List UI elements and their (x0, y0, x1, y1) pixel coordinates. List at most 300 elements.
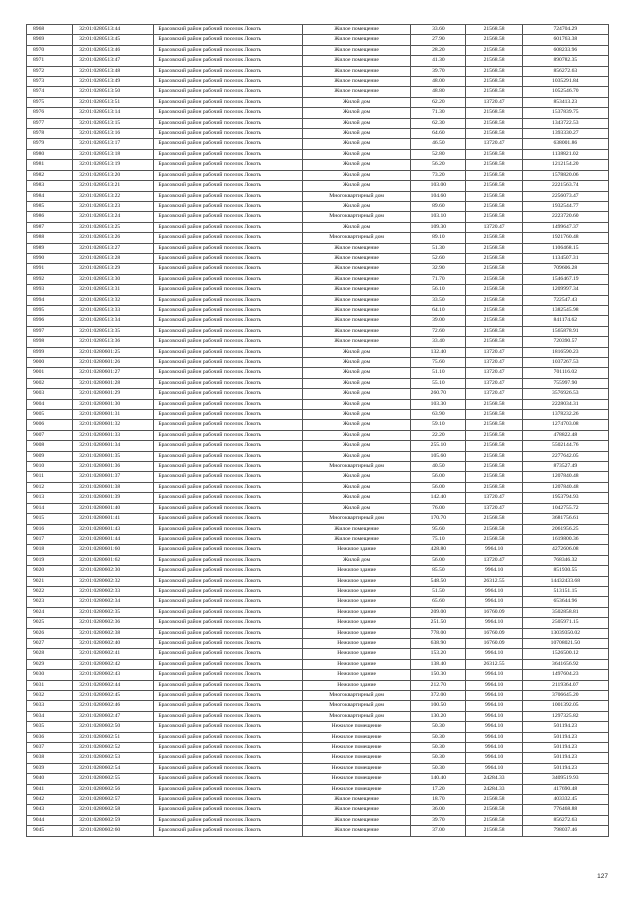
object-type-cell: Многоквартирный дом (302, 212, 410, 222)
rate-cell: 26312.55 (466, 576, 522, 586)
cadastral-number-cell: 32:01:0280513:14 (73, 108, 154, 118)
row-number-cell: 8973 (27, 77, 73, 87)
area-cell: 104.60 (411, 191, 466, 201)
cadastral-value-cell: 1106468.15 (522, 243, 608, 253)
cadastral-value-cell: 1378232.26 (522, 410, 608, 420)
area-cell: 89.10 (411, 233, 466, 243)
cadastral-value-cell: 2061956.25 (522, 524, 608, 534)
rate-cell: 21568.58 (466, 524, 522, 534)
row-number-cell: 9016 (27, 524, 73, 534)
address-cell: Брасовский район рабочий поселок Локоть (154, 25, 303, 35)
object-type-cell: Жилое помещение (302, 305, 410, 315)
table-row (27, 743, 609, 753)
table-row (27, 763, 609, 773)
area-cell: 130.20 (411, 711, 466, 721)
row-number-cell: 9038 (27, 753, 73, 763)
rate-cell: 9964.10 (466, 732, 522, 742)
address-cell: Брасовский район рабочий поселок Локоть (154, 566, 303, 576)
object-type-cell: Жилой дом (302, 368, 410, 378)
row-number-cell: 9013 (27, 493, 73, 503)
address-cell: Брасовский район рабочий поселок Локоть (154, 45, 303, 55)
cadastral-value-cell: 3576926.53 (522, 389, 608, 399)
row-number-cell: 9014 (27, 503, 73, 513)
area-cell: 56.00 (411, 482, 466, 492)
object-type-cell: Нежилое помещение (302, 732, 410, 742)
table-row (27, 389, 609, 399)
cadastral-value-cell: 14432433.68 (522, 576, 608, 586)
row-number-cell: 9032 (27, 691, 73, 701)
area-cell: 56.00 (411, 472, 466, 482)
cadastral-number-cell: 32:01:0280602:41 (73, 649, 154, 659)
object-type-cell: Жилое помещение (302, 805, 410, 815)
cadastral-number-cell: 32:01:0280601:32 (73, 420, 154, 430)
address-cell: Брасовский район рабочий поселок Локоть (154, 305, 303, 315)
table-row (27, 649, 609, 659)
row-number-cell: 9043 (27, 805, 73, 815)
cadastral-number-cell: 32:01:0280602:44 (73, 680, 154, 690)
cadastral-value-cell: 1953794.93 (522, 493, 608, 503)
rate-cell: 16760.09 (466, 638, 522, 648)
table-row (27, 784, 609, 794)
row-number-cell: 9000 (27, 358, 73, 368)
cadastral-value-cell: 501194.23 (522, 743, 608, 753)
row-number-cell: 9041 (27, 784, 73, 794)
address-cell: Брасовский район рабочий поселок Локоть (154, 420, 303, 430)
address-cell: Брасовский район рабочий поселок Локоть (154, 774, 303, 784)
row-number-cell: 8991 (27, 264, 73, 274)
row-number-cell: 9027 (27, 638, 73, 648)
address-cell: Брасовский район рабочий поселок Локоть (154, 545, 303, 555)
rate-cell: 21568.58 (466, 805, 522, 815)
address-cell: Брасовский район рабочий поселок Локоть (154, 607, 303, 617)
row-number-cell: 9020 (27, 566, 73, 576)
table-row (27, 170, 609, 180)
rate-cell: 21568.58 (466, 87, 522, 97)
rate-cell: 21568.58 (466, 826, 522, 836)
cadastral-value-cell: 601763.38 (522, 35, 608, 45)
cadastral-number-cell: 32:01:0280513:48 (73, 66, 154, 76)
cadastral-number-cell: 32:01:0280602:56 (73, 784, 154, 794)
cadastral-value-cell: 1212154.20 (522, 160, 608, 170)
address-cell: Брасовский район рабочий поселок Локоть (154, 482, 303, 492)
address-cell: Брасовский район рабочий поселок Локоть (154, 597, 303, 607)
table-row (27, 524, 609, 534)
row-number-cell: 8989 (27, 243, 73, 253)
area-cell: 51.30 (411, 243, 466, 253)
cadastral-value-cell: 755997.90 (522, 378, 608, 388)
object-type-cell: Жилое помещение (302, 35, 410, 45)
row-number-cell: 9025 (27, 618, 73, 628)
area-cell: 39.70 (411, 815, 466, 825)
address-cell: Брасовский район рабочий поселок Локоть (154, 826, 303, 836)
cadastral-number-cell: 32:01:0280513:36 (73, 337, 154, 347)
rate-cell: 21568.58 (466, 35, 522, 45)
table-row (27, 181, 609, 191)
rate-cell: 21568.58 (466, 201, 522, 211)
cadastral-number-cell: 32:01:0280513:34 (73, 316, 154, 326)
table-row (27, 149, 609, 159)
address-cell: Брасовский район рабочий поселок Локоть (154, 753, 303, 763)
rate-cell: 21568.58 (466, 337, 522, 347)
cadastral-value-cell: 1921760.48 (522, 233, 608, 243)
rate-cell: 21568.58 (466, 160, 522, 170)
object-type-cell: Жилое помещение (302, 795, 410, 805)
rate-cell: 21568.58 (466, 56, 522, 66)
object-type-cell: Нежилое помещение (302, 722, 410, 732)
cadastral-value-cell: 638001.86 (522, 139, 608, 149)
cadastral-value-cell: 2119364.07 (522, 680, 608, 690)
address-cell: Брасовский район рабочий поселок Локоть (154, 586, 303, 596)
address-cell: Брасовский район рабочий поселок Локоть (154, 784, 303, 794)
address-cell: Брасовский район рабочий поселок Локоть (154, 493, 303, 503)
row-number-cell: 8985 (27, 201, 73, 211)
cadastral-value-cell: 841174.62 (522, 316, 608, 326)
area-cell: 50.30 (411, 722, 466, 732)
table-row (27, 253, 609, 263)
rate-cell: 13720.47 (466, 368, 522, 378)
address-cell: Брасовский район рабочий поселок Локоть (154, 35, 303, 45)
address-cell: Брасовский район рабочий поселок Локоть (154, 56, 303, 66)
area-cell: 638.90 (411, 638, 466, 648)
table-row (27, 139, 609, 149)
cadastral-value-cell: 3502858.81 (522, 607, 608, 617)
object-type-cell: Многоквартирный дом (302, 233, 410, 243)
row-number-cell: 9021 (27, 576, 73, 586)
object-type-cell: Жилой дом (302, 347, 410, 357)
cadastral-number-cell: 32:01:0280601:26 (73, 358, 154, 368)
row-number-cell: 9028 (27, 649, 73, 659)
object-type-cell: Жилое помещение (302, 326, 410, 336)
row-number-cell: 9017 (27, 534, 73, 544)
area-cell: 56.10 (411, 285, 466, 295)
row-number-cell: 9033 (27, 701, 73, 711)
rate-cell: 21568.58 (466, 472, 522, 482)
cadastral-number-cell: 32:01:0280602:45 (73, 691, 154, 701)
cadastral-value-cell: 403332.45 (522, 795, 608, 805)
area-cell: 212.70 (411, 680, 466, 690)
area-cell: 56.00 (411, 555, 466, 565)
rate-cell: 21568.58 (466, 316, 522, 326)
address-cell: Брасовский район рабочий поселок Локоть (154, 462, 303, 472)
area-cell: 89.60 (411, 201, 466, 211)
cadastral-number-cell: 32:01:0280602:50 (73, 722, 154, 732)
cadastral-number-cell: 32:01:0280602:34 (73, 597, 154, 607)
table-row (27, 826, 609, 836)
cadastral-number-cell: 32:01:0280601:29 (73, 389, 154, 399)
cadastral-number-cell: 32:01:0280513:17 (73, 139, 154, 149)
area-cell: 50.30 (411, 763, 466, 773)
row-number-cell: 9018 (27, 545, 73, 555)
address-cell: Брасовский район рабочий поселок Локоть (154, 347, 303, 357)
rate-cell: 13720.47 (466, 378, 522, 388)
cadastral-value-cell: 1565878.91 (522, 326, 608, 336)
object-type-cell: Жилой дом (302, 118, 410, 128)
row-number-cell: 9011 (27, 472, 73, 482)
cadastral-number-cell: 32:01:0280601:44 (73, 534, 154, 544)
address-cell: Брасовский район рабочий поселок Локоть (154, 170, 303, 180)
table-row (27, 815, 609, 825)
row-number-cell: 9008 (27, 441, 73, 451)
area-cell: 75.60 (411, 358, 466, 368)
table-row (27, 274, 609, 284)
rate-cell: 21568.58 (466, 451, 522, 461)
cadastral-number-cell: 32:01:0280513:29 (73, 264, 154, 274)
address-cell: Брасовский район рабочий поселок Локоть (154, 233, 303, 243)
area-cell: 46.50 (411, 139, 466, 149)
table-row (27, 618, 609, 628)
cadastral-value-cell: 1001392.05 (522, 701, 608, 711)
address-cell: Брасовский район рабочий поселок Локоть (154, 441, 303, 451)
cadastral-value-cell: 856272.63 (522, 66, 608, 76)
rate-cell: 9964.10 (466, 649, 522, 659)
rate-cell: 21568.58 (466, 129, 522, 139)
row-number-cell: 8980 (27, 149, 73, 159)
cadastral-value-cell: 890782.35 (522, 56, 608, 66)
cadastral-number-cell: 32:01:0280513:30 (73, 274, 154, 284)
object-type-cell: Жилой дом (302, 472, 410, 482)
object-type-cell: Жилой дом (302, 378, 410, 388)
cadastral-number-cell: 32:01:0280601:27 (73, 368, 154, 378)
table-row (27, 795, 609, 805)
cadastral-value-cell: 417690.48 (522, 784, 608, 794)
address-cell: Брасовский район рабочий поселок Локоть (154, 649, 303, 659)
area-cell: 64.10 (411, 305, 466, 315)
rate-cell: 16760.09 (466, 628, 522, 638)
rate-cell: 24284.33 (466, 784, 522, 794)
row-number-cell: 9040 (27, 774, 73, 784)
row-number-cell: 8996 (27, 316, 73, 326)
object-type-cell: Жилое помещение (302, 66, 410, 76)
table-row (27, 118, 609, 128)
object-type-cell: Жилое помещение (302, 87, 410, 97)
row-number-cell: 9010 (27, 462, 73, 472)
address-cell: Брасовский район рабочий поселок Локоть (154, 638, 303, 648)
rate-cell: 9964.10 (466, 597, 522, 607)
area-cell: 103.00 (411, 181, 466, 191)
rate-cell: 9964.10 (466, 566, 522, 576)
cadastral-number-cell: 32:01:0280602:52 (73, 743, 154, 753)
row-number-cell: 8994 (27, 295, 73, 305)
area-cell: 109.30 (411, 222, 466, 232)
cadastral-value-cell: 2223720.60 (522, 212, 608, 222)
rate-cell: 9964.10 (466, 545, 522, 555)
table-row (27, 753, 609, 763)
address-cell: Брасовский район рабочий поселок Локоть (154, 264, 303, 274)
cadastral-value-cell: 1209997.34 (522, 285, 608, 295)
cadastral-value-cell: 1619800.36 (522, 534, 608, 544)
cadastral-value-cell: 798037.46 (522, 826, 608, 836)
address-cell: Брасовский район рабочий поселок Локоть (154, 358, 303, 368)
cadastral-number-cell: 32:01:0280601:33 (73, 430, 154, 440)
cadastral-value-cell: 722547.43 (522, 295, 608, 305)
area-cell: 18.70 (411, 795, 466, 805)
table-row (27, 722, 609, 732)
table-row (27, 514, 609, 524)
cadastral-number-cell: 32:01:0280601:41 (73, 514, 154, 524)
area-cell: 72.60 (411, 326, 466, 336)
rate-cell: 9964.10 (466, 680, 522, 690)
rate-cell: 21568.58 (466, 212, 522, 222)
address-cell: Брасовский район рабочий поселок Локоть (154, 763, 303, 773)
cadastral-value-cell: 851930.55 (522, 566, 608, 576)
table-row (27, 482, 609, 492)
cadastral-number-cell: 32:01:0280602:33 (73, 586, 154, 596)
area-cell: 62.30 (411, 118, 466, 128)
cadastral-number-cell: 32:01:0280601:40 (73, 503, 154, 513)
cadastral-number-cell: 32:01:0280513:20 (73, 170, 154, 180)
object-type-cell: Жилой дом (302, 451, 410, 461)
table-row (27, 545, 609, 555)
cadastral-number-cell: 32:01:0280601:38 (73, 482, 154, 492)
object-type-cell: Жилой дом (302, 430, 410, 440)
row-number-cell: 9007 (27, 430, 73, 440)
row-number-cell: 9006 (27, 420, 73, 430)
area-cell: 170.70 (411, 514, 466, 524)
rate-cell: 21568.58 (466, 77, 522, 87)
cadastral-value-cell: 653644.96 (522, 597, 608, 607)
object-type-cell: Жилой дом (302, 129, 410, 139)
cadastral-number-cell: 32:01:0280513:19 (73, 160, 154, 170)
rate-cell: 21568.58 (466, 243, 522, 253)
address-cell: Брасовский район рабочий поселок Локоть (154, 160, 303, 170)
object-type-cell: Нежилое здание (302, 670, 410, 680)
cadastral-value-cell: 709606.28 (522, 264, 608, 274)
object-type-cell: Жилой дом (302, 222, 410, 232)
cadastral-value-cell: 501194.23 (522, 722, 608, 732)
row-number-cell: 9004 (27, 399, 73, 409)
row-number-cell: 8984 (27, 191, 73, 201)
area-cell: 28.20 (411, 45, 466, 55)
table-row (27, 326, 609, 336)
cadastral-value-cell: 1546467.19 (522, 274, 608, 284)
rate-cell: 24284.33 (466, 774, 522, 784)
rate-cell: 21568.58 (466, 815, 522, 825)
address-cell: Брасовский район рабочий поселок Локоть (154, 722, 303, 732)
row-number-cell: 9034 (27, 711, 73, 721)
object-type-cell: Жилое помещение (302, 253, 410, 263)
address-cell: Брасовский район рабочий поселок Локоть (154, 97, 303, 107)
object-type-cell: Жилое помещение (302, 295, 410, 305)
area-cell: 140.40 (411, 774, 466, 784)
rate-cell: 21568.58 (466, 253, 522, 263)
area-cell: 428.80 (411, 545, 466, 555)
area-cell: 71.30 (411, 108, 466, 118)
address-cell: Брасовский район рабочий поселок Локоть (154, 732, 303, 742)
cadastral-value-cell: 873527.49 (522, 462, 608, 472)
address-cell: Брасовский район рабочий поселок Локоть (154, 503, 303, 513)
table-row (27, 607, 609, 617)
cadastral-value-cell: 2256073.47 (522, 191, 608, 201)
area-cell: 32.90 (411, 264, 466, 274)
rate-cell: 21568.58 (466, 149, 522, 159)
table-row (27, 358, 609, 368)
address-cell: Брасовский район рабочий поселок Локоть (154, 815, 303, 825)
area-cell: 40.50 (411, 462, 466, 472)
rate-cell: 21568.58 (466, 233, 522, 243)
table-row (27, 243, 609, 253)
object-type-cell: Нежилое помещение (302, 753, 410, 763)
row-number-cell: 8982 (27, 170, 73, 180)
cadastral-value-cell: 513151.15 (522, 586, 608, 596)
table-row (27, 295, 609, 305)
table-row (27, 576, 609, 586)
cadastral-number-cell: 32:01:0280601:25 (73, 347, 154, 357)
object-type-cell: Нежилое помещение (302, 743, 410, 753)
cadastral-value-cell: 4272606.08 (522, 545, 608, 555)
cadastral-number-cell: 32:01:0280601:30 (73, 399, 154, 409)
rate-cell: 21568.58 (466, 430, 522, 440)
row-number-cell: 8977 (27, 118, 73, 128)
table-row (27, 472, 609, 482)
object-type-cell: Жилой дом (302, 420, 410, 430)
area-cell: 36.00 (411, 805, 466, 815)
address-cell: Брасовский район рабочий поселок Локоть (154, 524, 303, 534)
cadastral-number-cell: 32:01:0280601:62 (73, 555, 154, 565)
object-type-cell: Нежилое здание (302, 576, 410, 586)
area-cell: 37.00 (411, 826, 466, 836)
object-type-cell: Многоквартирный дом (302, 691, 410, 701)
table-row (27, 316, 609, 326)
cadastral-value-cell: 478822.48 (522, 430, 608, 440)
area-cell: 85.50 (411, 566, 466, 576)
cadastral-value-cell: 1932544.77 (522, 201, 608, 211)
table-row (27, 410, 609, 420)
area-cell: 52.80 (411, 149, 466, 159)
rate-cell: 9964.10 (466, 722, 522, 732)
object-type-cell: Жилой дом (302, 181, 410, 191)
area-cell: 48.00 (411, 77, 466, 87)
address-cell: Брасовский район рабочий поселок Локоть (154, 77, 303, 87)
cadastral-number-cell: 32:01:0280602:60 (73, 826, 154, 836)
cadastral-number-cell: 32:01:0280513:50 (73, 87, 154, 97)
table-row (27, 805, 609, 815)
area-cell: 33.50 (411, 295, 466, 305)
area-cell: 62.20 (411, 97, 466, 107)
cadastral-value-cell: 1578820.06 (522, 170, 608, 180)
table-row (27, 66, 609, 76)
cadastral-number-cell: 32:01:0280602:36 (73, 618, 154, 628)
cadastral-number-cell: 32:01:0280601:28 (73, 378, 154, 388)
cadastral-value-cell: 1382545.98 (522, 305, 608, 315)
table-row (27, 638, 609, 648)
table-row (27, 711, 609, 721)
cadastral-number-cell: 32:01:0280602:46 (73, 701, 154, 711)
row-number-cell: 9019 (27, 555, 73, 565)
area-cell: 48.80 (411, 87, 466, 97)
row-number-cell: 8971 (27, 56, 73, 66)
rate-cell: 21568.58 (466, 118, 522, 128)
rate-cell: 21568.58 (466, 305, 522, 315)
row-number-cell: 9044 (27, 815, 73, 825)
area-cell: 73.20 (411, 170, 466, 180)
table-row (27, 378, 609, 388)
table-row (27, 305, 609, 315)
table-row (27, 462, 609, 472)
rate-cell: 13720.47 (466, 358, 522, 368)
object-type-cell: Жилой дом (302, 139, 410, 149)
rate-cell: 13720.47 (466, 222, 522, 232)
cadastral-number-cell: 32:01:0280601:31 (73, 410, 154, 420)
rate-cell: 21568.58 (466, 410, 522, 420)
row-number-cell: 8987 (27, 222, 73, 232)
cadastral-value-cell: 768346.32 (522, 555, 608, 565)
row-number-cell: 9029 (27, 659, 73, 669)
cadastral-value-cell: 1526500.12 (522, 649, 608, 659)
object-type-cell: Многоквартирный дом (302, 191, 410, 201)
cadastral-number-cell: 32:01:0280602:55 (73, 774, 154, 784)
address-cell: Брасовский район рабочий поселок Локоть (154, 295, 303, 305)
address-cell: Брасовский район рабочий поселок Локоть (154, 743, 303, 753)
